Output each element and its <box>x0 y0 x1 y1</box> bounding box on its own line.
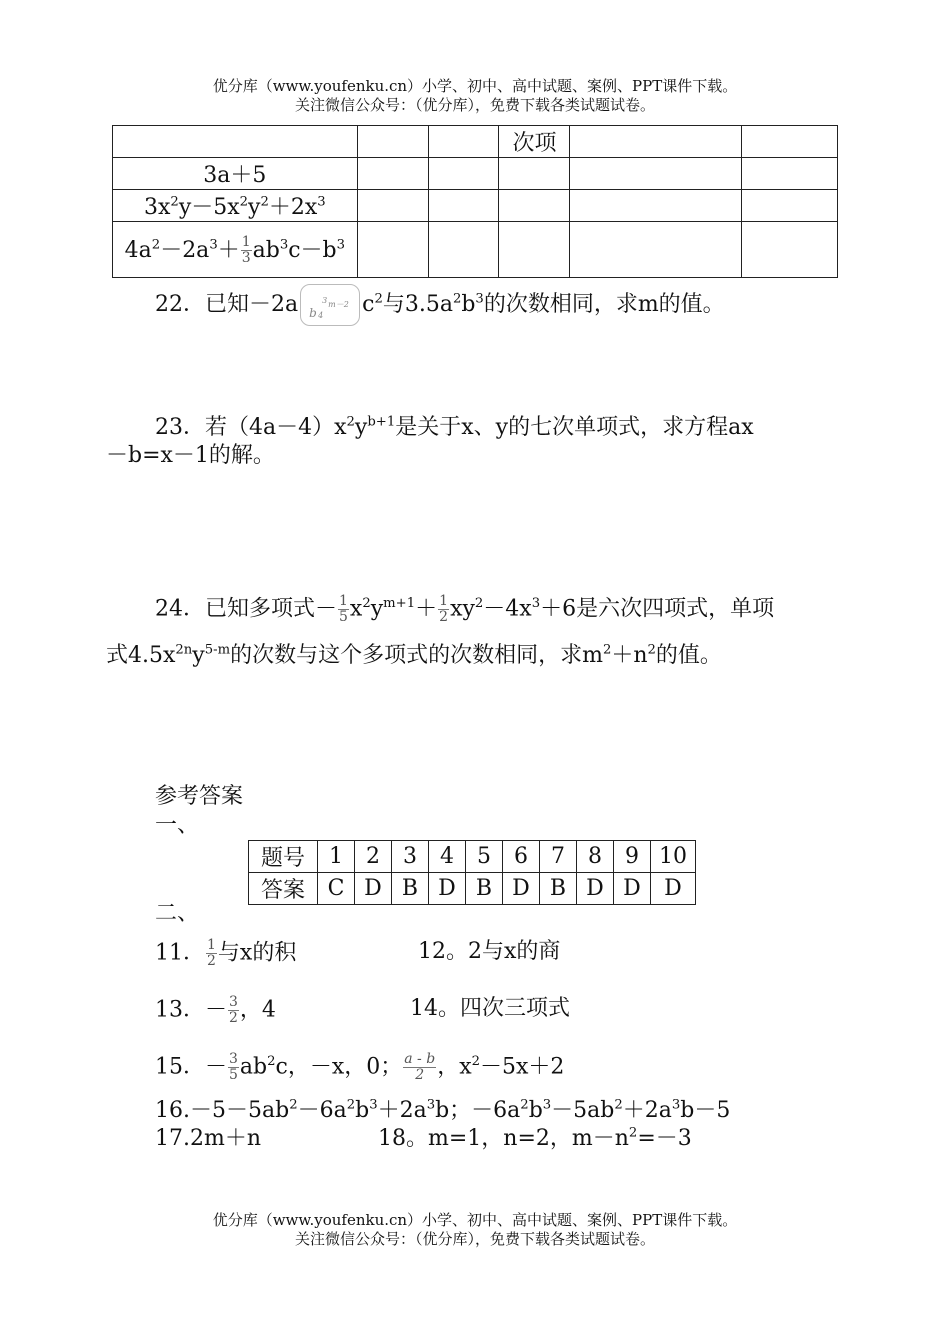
table-cell: B <box>466 873 503 905</box>
table-cell: C <box>318 873 355 905</box>
table-cell: 5 <box>466 841 503 873</box>
fraction: $\frac{1}{3}$ <box>241 234 251 267</box>
table-row <box>113 126 838 158</box>
header-line-2: 关注微信公众号：（优分库），免费下载各类试题试卷。 <box>294 96 655 114</box>
table-cell-polynomial: $3x^2y-5x^2y^2+2x^3$ <box>113 190 358 222</box>
fraction: $\frac{1}{2}$ <box>207 937 216 969</box>
exponent-expression-box: b 4 3 m－2 <box>300 284 360 326</box>
table-cell: D <box>503 873 540 905</box>
table-cell: D <box>429 873 466 905</box>
table-cell: D <box>614 873 651 905</box>
fraction: $\frac{3}{2}$ <box>229 994 238 1026</box>
table-row <box>113 190 838 222</box>
table-cell: 1 <box>318 841 355 873</box>
answer-15: 15．－ $\frac{3}{5}$ $ab^2c$，－x，0； $\frac{a - b}{2}$ ，$x^2-5x+2$ <box>155 1051 565 1083</box>
answers-part-2-label: 二、 <box>155 901 200 926</box>
answer-12: 12。2与x的商 <box>418 939 561 964</box>
question-24-line-2: 式$4.5x^{2n}y^{5-m}$的次数与这个多项式的次数相同，求$m^2+n^2$的值。 <box>106 642 722 668</box>
table-cell: 3 <box>392 841 429 873</box>
table-row <box>249 873 696 905</box>
table-cell: 10 <box>651 841 696 873</box>
table-cell: D <box>651 873 696 905</box>
answer-14: 14。四次三项式 <box>410 996 570 1021</box>
fraction: $\frac{1}{5}$ <box>339 593 348 625</box>
table-cell: B <box>392 873 429 905</box>
table-row <box>113 222 838 278</box>
table-cell: 题号 <box>249 841 318 873</box>
header-line-1: 优分库（www.youfenku.cn）小学、初中、高中试题、案例、PPT课件下载。 <box>212 77 738 95</box>
question-23-line-2: －b=x－1的解。 <box>106 443 275 468</box>
table-cell: D <box>577 873 614 905</box>
table-cell: D <box>355 873 392 905</box>
answer-11: 11． $\frac{1}{2}$ 与x的积 <box>155 937 297 969</box>
table-cell-polynomial: $4a^2-2a^3+$ $\frac{1}{3}$ $ab^3c-b^3$ <box>113 222 358 278</box>
question-24-line-1: 24．已知多项式－ $\frac{1}{5}$ $x^2y^{m+1}+$ $\frac{1}{2}$ $xy^2-4x^3+6$是六次四项式，单项 <box>155 593 775 625</box>
answers-title: 参考答案 <box>155 784 244 809</box>
table-cell: 答案 <box>249 873 318 905</box>
table-cell: 6 <box>503 841 540 873</box>
answer-16: $16.-5-5ab^2-6a^2b^3+2a^3b$；$-6a^2b^3-5ab^2+2a^3b-5$ <box>155 1097 731 1123</box>
footer-line-2: 关注微信公众号：（优分库），免费下载各类试题试卷。 <box>294 1230 655 1248</box>
answer-17: 17.2m＋n <box>155 1126 262 1151</box>
table-header-cell: 次项 <box>499 126 570 158</box>
fraction: $\frac{1}{2}$ <box>439 593 449 625</box>
table-cell: 4 <box>429 841 466 873</box>
table-row <box>113 158 838 190</box>
answer-13: 13．－ $\frac{3}{2}$ ，4 <box>155 994 276 1026</box>
table-row <box>249 841 696 873</box>
polynomial-table <box>112 125 838 278</box>
table-cell-polynomial: 3a＋5 <box>113 158 358 190</box>
table-cell: 2 <box>355 841 392 873</box>
table-cell: 8 <box>577 841 614 873</box>
answers-part-1-label: 一、 <box>155 813 200 838</box>
answer-table <box>248 840 696 905</box>
table-cell: 9 <box>614 841 651 873</box>
fraction: $\frac{3}{5}$ <box>229 1051 238 1083</box>
question-22: 22．已知－2a b 4 3 m－2 $c^2$与$3.5a^2b^3$的次数相同，求m的值。 <box>155 284 725 326</box>
fraction: $\frac{a - b}{2}$ <box>404 1051 436 1083</box>
table-cell: B <box>540 873 577 905</box>
table-cell: 7 <box>540 841 577 873</box>
answer-18: 18。m=1，n=2，$m-n^2=-3$ <box>378 1125 692 1151</box>
page-header <box>0 77 950 115</box>
footer-line-1: 优分库（www.youfenku.cn）小学、初中、高中试题、案例、PPT课件下载。 <box>212 1211 738 1229</box>
question-23-line-1: 23．若$(4a-4)x^2y^{b+1}$是关于x、y的七次单项式，求方程ax <box>155 414 754 440</box>
page-footer <box>0 1211 950 1249</box>
